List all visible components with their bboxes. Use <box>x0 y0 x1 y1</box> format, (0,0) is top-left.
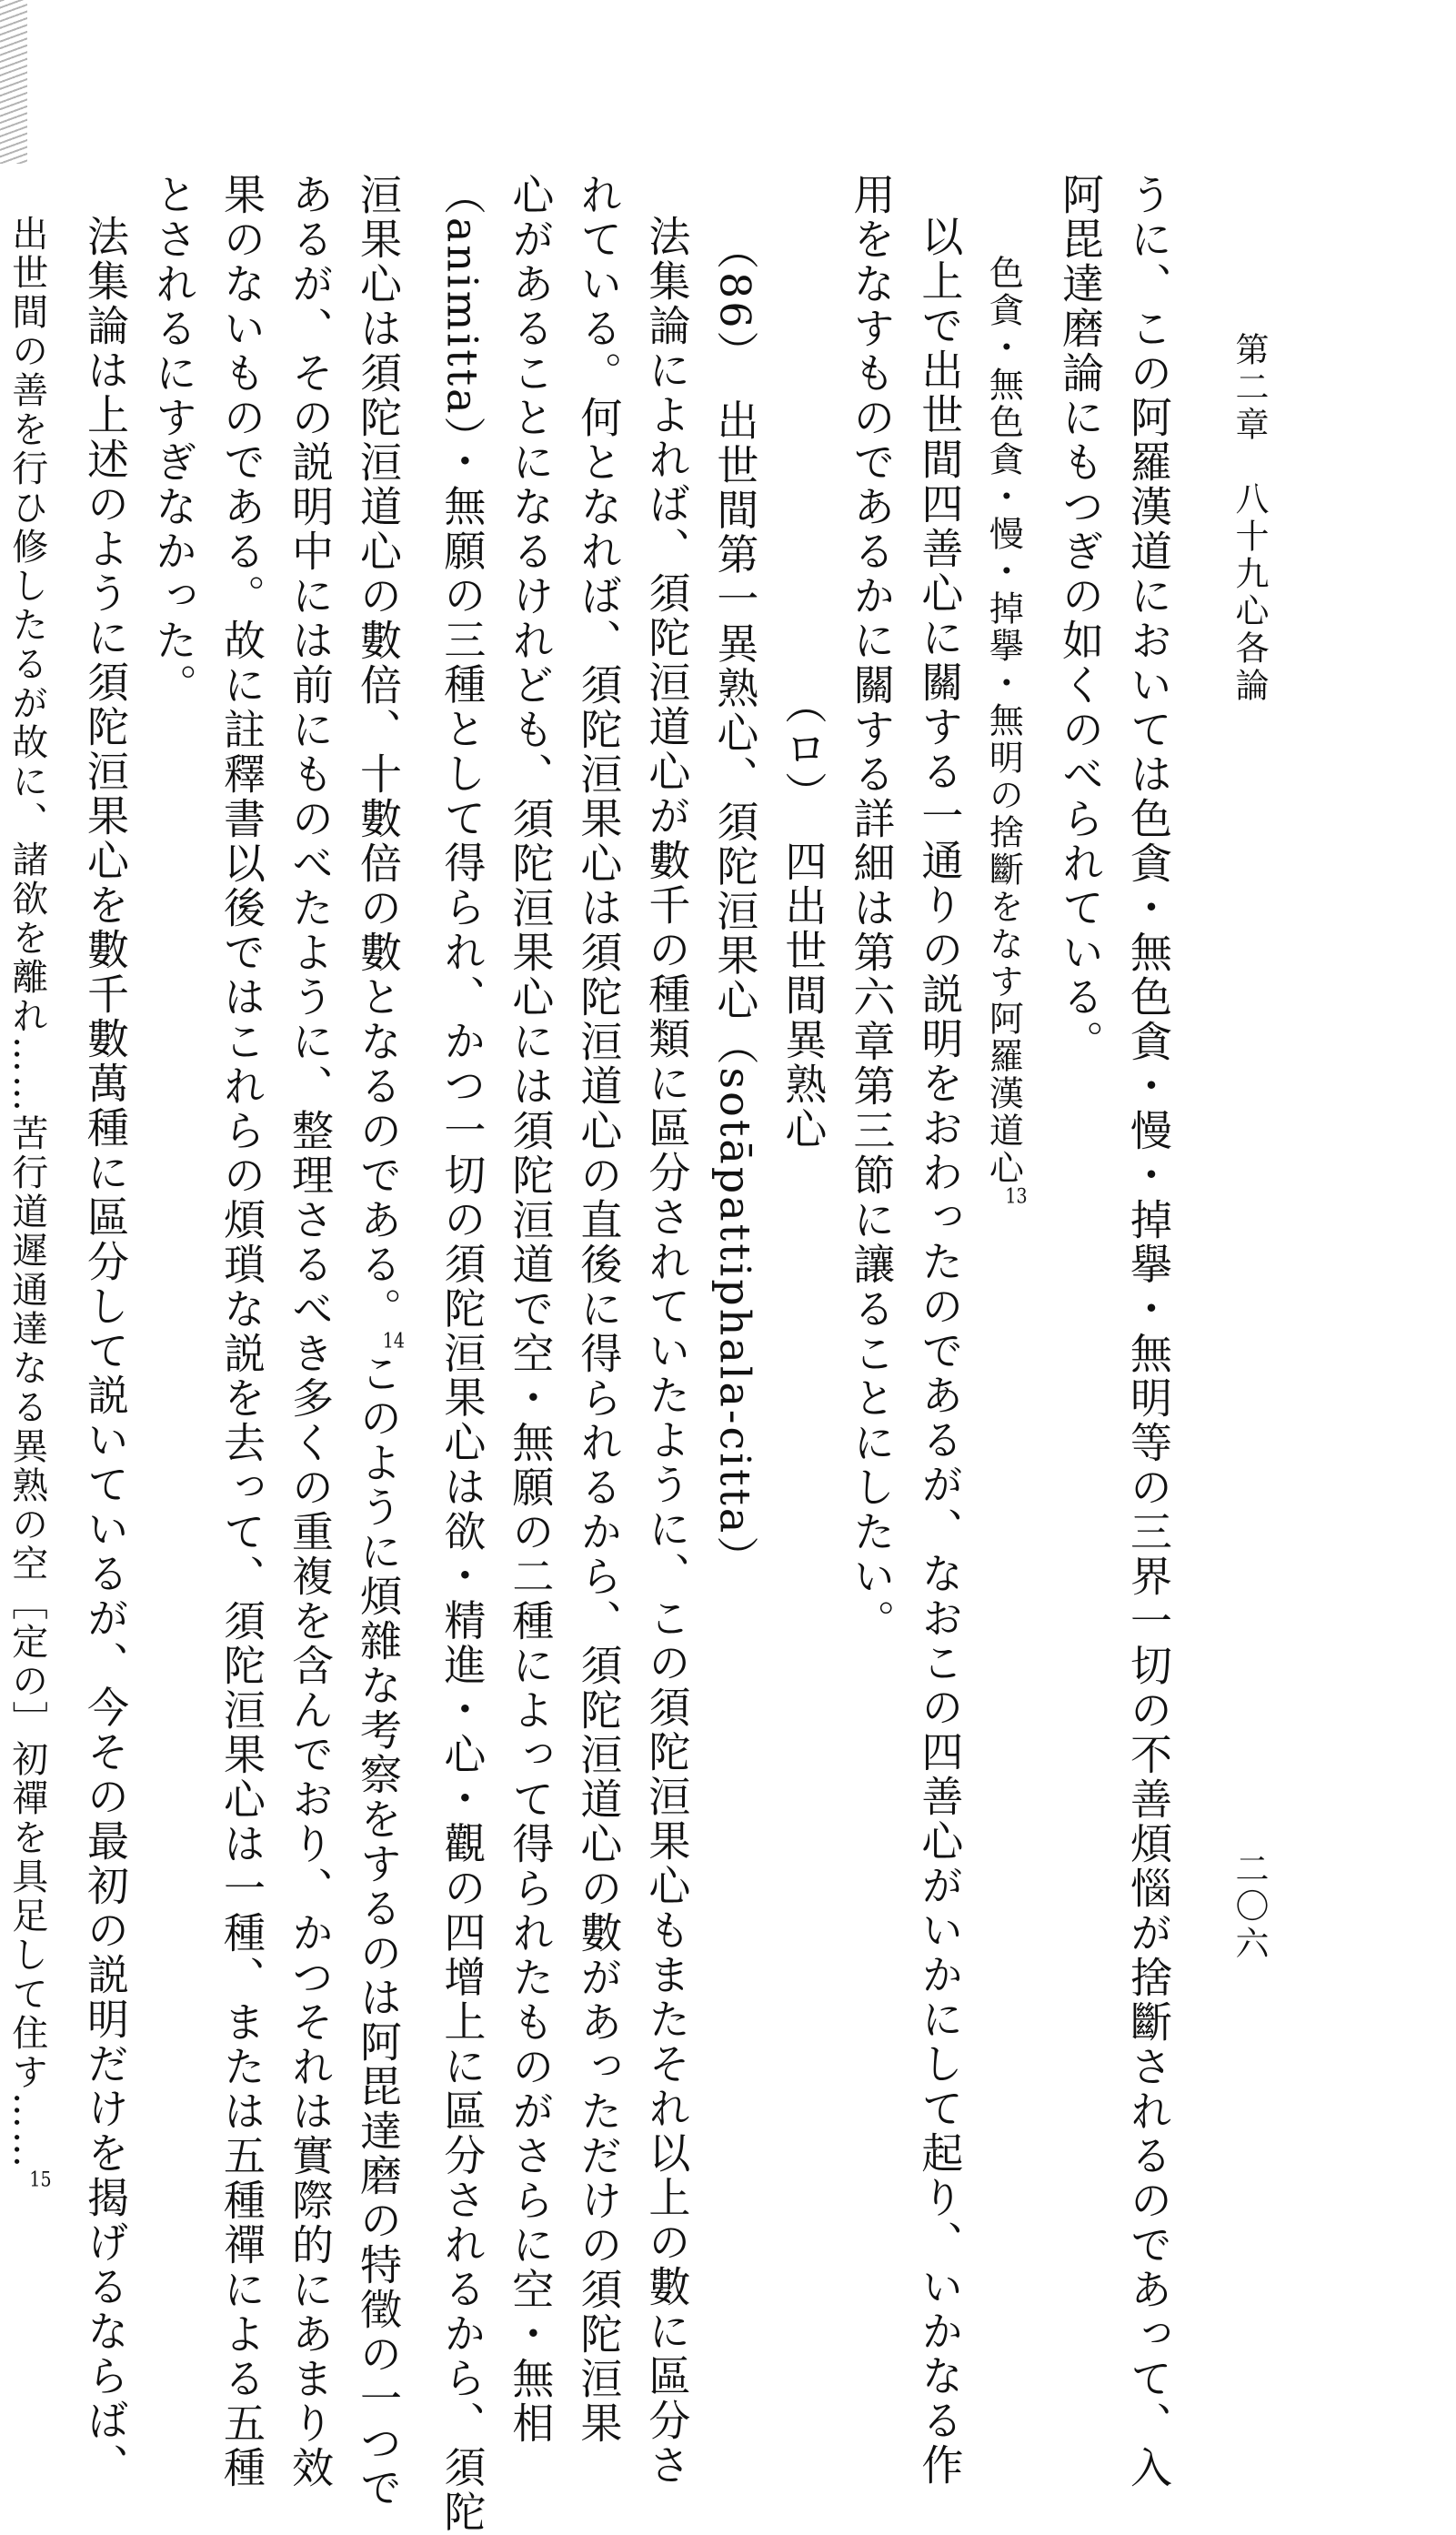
text-line-8: 法集論によれば、須陀洹道心が數千の種類に區分されていたように、この須陀洹果心もまたそれ以上の數に區分さ <box>642 215 692 2488</box>
text-line-11: （animitta）・無願の三種として得られ、かつ一切の須陀洹果心は欲・精進・心・觀の四增上に區分されるから、須陀 <box>437 173 487 2535</box>
note-ref-14[interactable]: 14 <box>382 1332 405 1352</box>
text-line-5: 用をなすものであるかに關する詳細は第六章第三節に讓ることにしたい。 <box>847 173 897 1644</box>
text-line-4: 以上で出世間四善心に關する一通りの説明をおわったのであるが、なおこの四善心がいかにして起り、いかなる作 <box>915 215 965 2488</box>
text-line-10: 心があることになるけれども、須陀洹果心には須陀洹道で空・無願の二種によって得られたものがさらに空・無相 <box>506 173 556 2446</box>
text-line-13: あるが、その説明中には前にものべたように、整理さるべき多くの重複を含んでおり、かつそれは實際的にあまり效 <box>286 173 336 2490</box>
text-line-12: 洹果心は須陀洹道心の數倍、十數倍の數となるのである。$^{14}$このように煩雜な考察をするのは阿毘達磨の特徵の一つで <box>354 173 405 2510</box>
text-line-16: 法集論は上述のように須陀洹果心を數千數萬種に區分して説いているが、今その最初の説明だけを揭げるならば、 <box>81 215 131 2488</box>
quote-line: 色貪・無色貪・慢・掉擧・無明の捨斷をなす阿羅漢道心$^{13}$ <box>983 255 1028 1207</box>
scan-edge-artifact <box>0 0 27 164</box>
note-ref-15[interactable]: 15 <box>29 2170 52 2190</box>
note-ref-13[interactable]: 13 <box>1005 1187 1028 1207</box>
section-heading: （ロ） 四出世間異熟心 <box>778 682 828 1152</box>
quote-line-2: 出世間の善を行ひ修したるが故に、諸欲を離れ……苦行道遲通達なる異熟の空［定の］初禪を具足して住す……$^{15}$ <box>5 215 52 2190</box>
text-line-15: とされるにすぎなかった。 <box>149 173 199 708</box>
subsection-heading: （86） 出世間第一異熟心、須陀洹果心（sotāpattiphala-citta） <box>710 227 760 1581</box>
chapter-title: 第二章 八十九心各論 <box>1230 332 1269 705</box>
text-line-2: 阿毘達磨論にもつぎの如くのべられている。 <box>1056 173 1105 1064</box>
text-line-1: うに、この阿羅漢道においては色貪・無色貪・慢・掉擧・無明等の三界一切の不善煩惱が捨斷されるのであって、入 <box>1124 173 1173 2490</box>
body-text <box>5 173 1182 2535</box>
page-number: 二〇六 <box>1230 1851 1269 1963</box>
text-line-14: 果のないものである。故に註釋書以後ではこれらの煩瑣な説を去って、須陀洹果心は一種、または五種禪による五種 <box>217 173 267 2490</box>
text-line-9: れている。何となれば、須陀洹果心は須陀洹道心の直後に得られるから、須陀洹道心の數があっただけの須陀洹果 <box>574 173 624 2446</box>
